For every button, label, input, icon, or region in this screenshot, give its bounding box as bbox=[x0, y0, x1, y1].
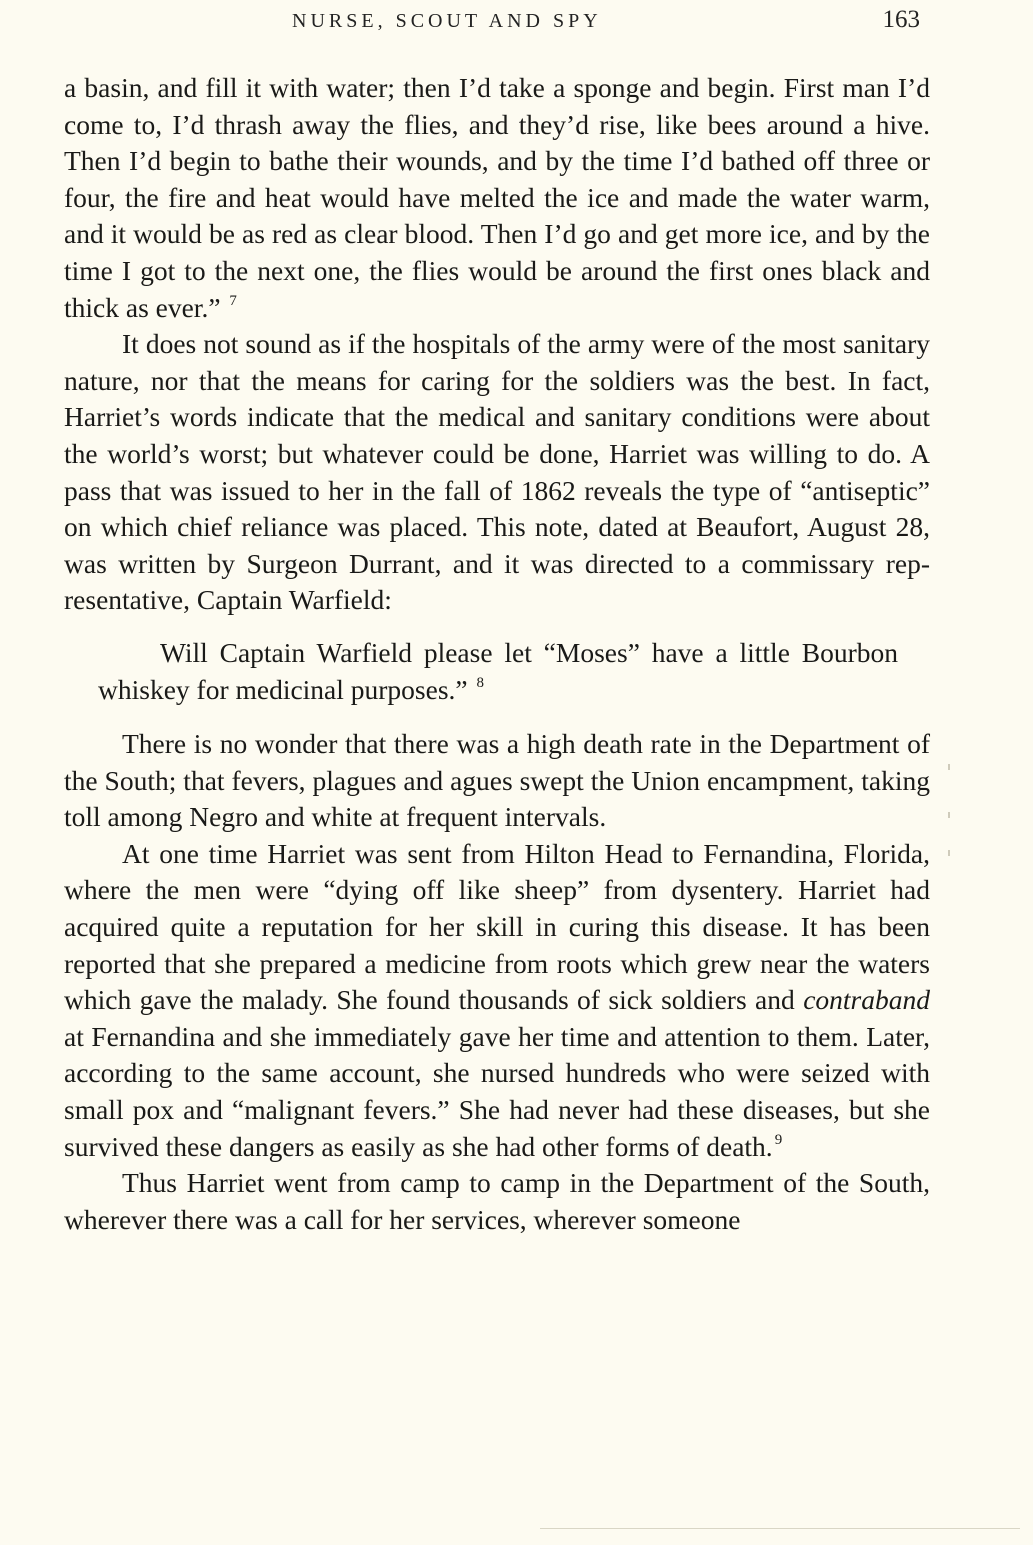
scan-speck bbox=[948, 764, 950, 770]
paragraph-death-rate bbox=[64, 726, 930, 836]
paragraph-text: Thus Harriet went from camp to camp in the Department of the South, wherever there was a call for her services, wherever someone bbox=[64, 1167, 930, 1235]
footnote-marker: 9 bbox=[774, 1131, 783, 1148]
paragraph-quote-continuation bbox=[64, 70, 930, 326]
footnote-marker: 8 bbox=[476, 674, 485, 691]
page-number: 163 bbox=[882, 6, 920, 33]
paragraph-text: a basin, and fill it with water; then I’d take a sponge and begin. First man I’d come to, I’d thrash away the flies, and they’d rise, like bees around a hive. Then I’d begin to bathe their wounds, and by the time I’d bathed off three or four, the fire and heat would have melted the ice and made the water warm, and it would be as red as clear blood. Then I’d go and get more ice, and by the time I got to the next one, the flies would be around the first ones black and thick as ever.” bbox=[64, 72, 930, 323]
paragraph-hospitals bbox=[64, 326, 930, 619]
scan-edge-line bbox=[540, 1528, 1020, 1529]
scan-speck bbox=[948, 850, 950, 856]
running-head: NURSE, SCOUT AND SPY bbox=[292, 10, 602, 32]
paragraph-text: At one time Harriet was sent from Hilton Head to Fernandina, Florida, where the men were “dying off like sheep” from dysentery. Harriet had acquired quite a reputation for her skill in curing this disease. It has been reported that she prepared a medicine from roots which grew near the waters which gave the malady. She found thousands of sick soldiers and bbox=[64, 837, 930, 1016]
body-text bbox=[64, 70, 930, 1238]
paragraph-text: It does not sound as if the hospitals of the army were of the most sanitary nature, nor that the means for caring for the soldiers was the best. In fact, Harriet’s words indicate that the medical and sanitary conditions were about the world’s worst; but whatever could be done, Harriet was willing to do. A pass that was issued to her in the fall of 1862 reveals the type of “antiseptic” on which chief reliance was placed. This note, dated at Beaufort, August 28, was written by Surgeon Durrant, and it was directed to a commissary representative, Captain Warfield: bbox=[64, 328, 930, 616]
paragraph-text: There is no wonder that there was a high death rate in the Department of the South; that fevers, plagues and agues swept the Union encampment, taking toll among Negro and white at frequent intervals. bbox=[64, 728, 930, 833]
quote-text: Will Captain Warfield please let “Moses” have a little Bourbon whiskey for medicinal purposes.” bbox=[98, 636, 898, 705]
block-quote bbox=[98, 635, 898, 708]
page-header bbox=[64, 6, 930, 38]
italic-term: contraband bbox=[803, 984, 930, 1016]
paragraph-text: at Fernandina and she immediately gave her time and attention to them. Later, according to the same account, she nursed hundreds who were seized with small pox and “malignant fevers.” She had never had these diseases, but she survived these dangers as easily as she had other forms of death. bbox=[64, 1020, 930, 1162]
paragraph-fernandina bbox=[64, 836, 930, 1165]
paragraph-camp-to-camp bbox=[64, 1165, 930, 1238]
scan-speck bbox=[948, 812, 950, 818]
footnote-marker: 7 bbox=[229, 292, 237, 309]
